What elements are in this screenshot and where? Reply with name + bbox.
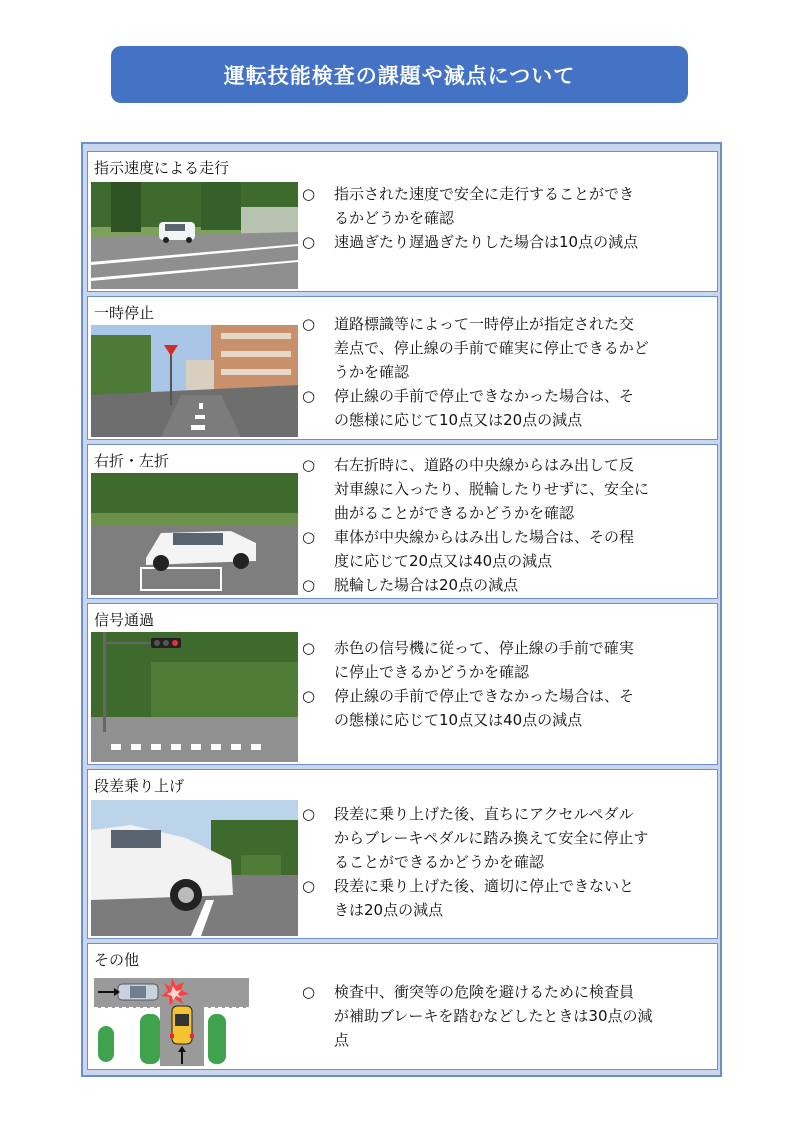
photo-stop-sign	[91, 325, 298, 437]
photo-turning-car	[91, 473, 298, 595]
bullet-item: ○ 検査中、衝突等の危険を避けるために検査員 が補助ブレーキを踏むなどしたときは30点の減 点	[302, 980, 711, 1052]
section-heading: 指示速度による走行	[94, 159, 230, 177]
bullet-item: ○ 速過ぎたり遅過ぎたりした場合は10点の減点	[302, 230, 711, 254]
bullet-circle-icon: ○	[302, 877, 316, 895]
section-bullets	[302, 980, 711, 1052]
bullet-circle-icon: ○	[302, 387, 316, 405]
bullet-circle-icon: ○	[302, 576, 316, 594]
bullet-item: ○ 指示された速度で安全に走行することができ るかどうかを確認	[302, 182, 711, 230]
bullet-item: ○ 右左折時に、道路の中央線からはみ出して反 対車線に入ったり、脱輪したりせずに、安全に 曲がることができるかどうかを確認	[302, 453, 711, 525]
bullet-circle-icon: ○	[302, 983, 316, 1001]
section-heading: 右折・左折	[94, 452, 170, 470]
bullet-circle-icon: ○	[302, 639, 316, 657]
bullet-circle-icon: ○	[302, 687, 316, 705]
page-title: 運転技能検査の課題や減点について	[111, 46, 688, 103]
bullet-circle-icon: ○	[302, 528, 316, 546]
photo-speed-driving	[91, 182, 298, 289]
bullet-circle-icon: ○	[302, 233, 316, 251]
bullet-item: ○ 脱輪した場合は20点の減点	[302, 573, 711, 597]
section-curb	[87, 769, 718, 939]
section-bullets	[302, 453, 711, 597]
section-heading: 段差乗り上げ	[94, 777, 185, 795]
photo-curb-climb	[91, 800, 298, 936]
section-stop	[87, 296, 718, 440]
bullet-item: ○ 停止線の手前で停止できなかった場合は、そ の態様に応じて10点又は40点の減点	[302, 684, 711, 732]
section-bullets	[302, 182, 711, 254]
intersection-diagram	[94, 974, 249, 1066]
section-heading: 信号通過	[94, 611, 155, 629]
section-turn	[87, 444, 718, 599]
bullet-circle-icon: ○	[302, 185, 316, 203]
section-heading: 一時停止	[94, 304, 155, 322]
section-signal	[87, 603, 718, 765]
bullet-item: ○ 赤色の信号機に従って、停止線の手前で確実 に停止できるかどうかを確認	[302, 636, 711, 684]
bullet-item: ○ 停止線の手前で停止できなかった場合は、そ の態様に応じて10点又は20点の減点	[302, 384, 711, 432]
bullet-item: ○ 段差に乗り上げた後、適切に停止できないと きは20点の減点	[302, 874, 711, 922]
bullet-circle-icon: ○	[302, 315, 316, 333]
section-bullets	[302, 312, 711, 432]
section-bullets	[302, 636, 711, 732]
section-heading: その他	[94, 951, 140, 969]
photo-traffic-signal	[91, 632, 298, 762]
bullet-item: ○ 道路標識等によって一時停止が指定された交 差点で、停止線の手前で確実に停止できるかど うかを確認	[302, 312, 711, 384]
section-other	[87, 943, 718, 1070]
section-speed	[87, 151, 718, 292]
bullet-circle-icon: ○	[302, 805, 316, 823]
bullet-circle-icon: ○	[302, 456, 316, 474]
bullet-item: ○ 段差に乗り上げた後、直ちにアクセルペダル からブレーキペダルに踏み換えて安全に停止す ることができるかどうかを確認	[302, 802, 711, 874]
bullet-item: ○ 車体が中央線からはみ出した場合は、その程 度に応じて20点又は40点の減点	[302, 525, 711, 573]
section-bullets	[302, 802, 711, 922]
